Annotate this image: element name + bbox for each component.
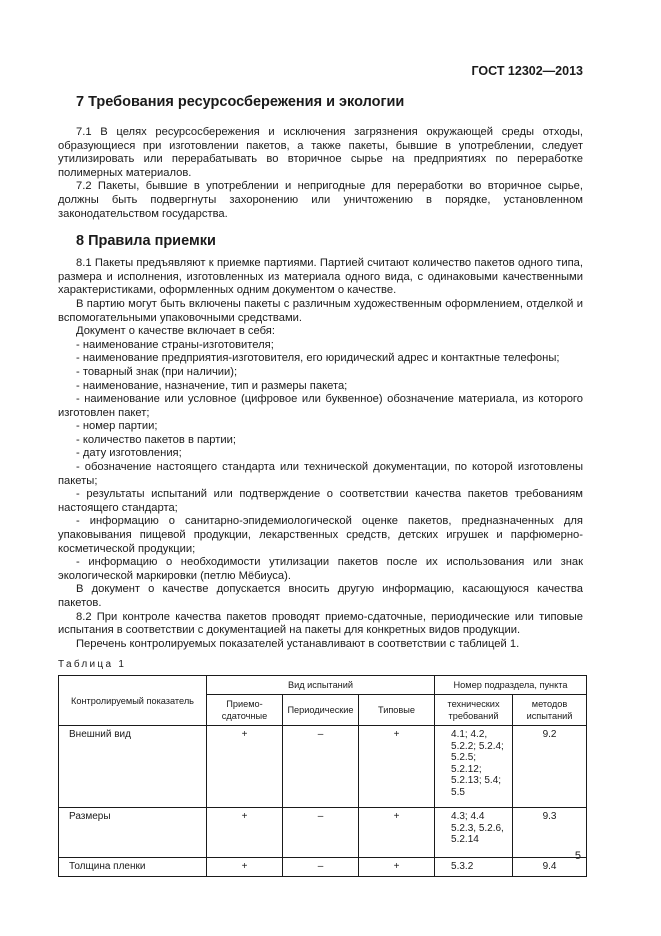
cell-type-tests: + [359, 808, 435, 858]
cell-methods: 9.2 [513, 726, 587, 808]
header-acceptance: Приемо-сдаточные [207, 695, 283, 726]
paragraph: Перечень контролируемых показателей устанавливают в соответствии с таблицей 1. [76, 637, 520, 650]
paragraph: В партию могут быть включены пакеты с различным художественным оформлением, отделкой и вспомогательными упаковочными средствами. [58, 297, 583, 324]
table-caption: Таблица 1 [58, 659, 127, 671]
paragraph: 8.2 При контроле качества пакетов проводят приемо-сдаточные, периодические или типовые испытания в соответствии с документацией на пакеты для конкретных видов продукции. [58, 610, 583, 637]
section-7-title: 7 Требования ресурсосбережения и экологии [76, 94, 405, 110]
list-item: - товарный знак (при наличии); [76, 365, 238, 378]
list-item: - наименование, назначение, тип и размеры пакета; [76, 379, 348, 392]
table-row [59, 858, 587, 877]
cell-param: Толщина пленки [59, 858, 207, 877]
page-number: 5 [574, 850, 581, 862]
list-item: - результаты испытаний или подтверждение о соответствии качества пакетов требованиям настоящего стандарта; [58, 488, 583, 514]
list-item: - дату изготовления; [76, 447, 182, 460]
header-methods: методов испытаний [513, 695, 587, 726]
list-item: - номер партии; [76, 420, 158, 433]
cell-periodic: – [283, 726, 359, 808]
list-item: - информацию о необходимости утилизации пакетов после их использования или знак экологической маркировки (петлю Мёбиуса). [58, 556, 583, 582]
section-8-title: 8 Правила приемки [76, 233, 216, 250]
cell-acceptance: + [207, 726, 283, 808]
cell-acceptance: + [207, 808, 283, 858]
header-type-tests: Типовые [359, 695, 435, 726]
header-tests-group: Вид испытаний [207, 676, 435, 695]
cell-periodic: – [283, 858, 359, 877]
header-param: Контролируемый показатель [59, 676, 207, 726]
list-item: - количество пакетов в партии; [76, 433, 236, 446]
paragraph: 7.2 Пакеты, бывшие в употреблении и непригодные для переработки во вторичное сырье, должны быть подвергнуты захоронению или уничтожению в порядке, установленном законодательством государства. [58, 180, 583, 220]
section-8-body [58, 257, 583, 651]
cell-type-tests: + [359, 726, 435, 808]
control-table [58, 675, 587, 877]
paragraph: 8.1 Пакеты предъявляют к приемке партиями. Партией считают количество пакетов одного типа, размера и исполнения, изготовленных из материала одного вида, с одинаковыми качественными характеристиками, оформленных одним документом о качестве. [58, 257, 583, 297]
list-item: - наименование страны-изготовителя; [76, 338, 274, 351]
paragraph: В документ о качестве допускается вносить другую информацию, касающуюся качества пакетов. [58, 583, 583, 609]
page-content [58, 92, 583, 877]
list-item: - наименование или условное (цифровое или буквенное) обозначение материала, из которого изготовлен пакет; [58, 393, 583, 419]
list-item: - обозначение настоящего стандарта или технической документации, по которой изготовлены пакеты; [58, 461, 583, 487]
table-row [59, 808, 587, 858]
header-requirements: технических требований [435, 695, 513, 726]
cell-requirements: 4.1; 4.2, 5.2.2; 5.2.4; 5.2.5; 5.2.12; 5.2.13; 5.4; 5.5 [435, 726, 513, 808]
cell-requirements: 4.3; 4.4 5.2.3, 5.2.6, 5.2.14 [435, 808, 513, 858]
paragraph: 7.1 В целях ресурсосбережения и исключения загрязнения окружающей среды отходы, образующиеся при изготовлении пакетов, а также пакеты, бывшие в употреблении, следует утилизировать или перерабатывать во вторичное сырье на предприятиях по переработке полимерных материалов. [58, 126, 583, 179]
cell-periodic: – [283, 808, 359, 858]
header-periodic: Периодические [283, 695, 359, 726]
table-row [59, 726, 587, 808]
cell-requirements: 5.3.2 [435, 858, 513, 877]
section-7-body [58, 126, 583, 221]
document-header: ГОСТ 12302—2013 [471, 64, 583, 78]
cell-methods: 9.3 [513, 808, 587, 858]
cell-param: Внешний вид [59, 726, 207, 808]
list-item: - наименование предприятия-изготовителя, его юридический адрес и контактные телефоны; [76, 352, 560, 365]
header-subsection-group: Номер подраздела, пункта [435, 676, 587, 695]
cell-param: Размеры [59, 808, 207, 858]
list-item: - информацию о санитарно-эпидемиологической оценке пакетов, предназначенных для упаковывания пищевой продукции, лекарственных средств, детских игрушек и парфюмерно-косметической продукции; [58, 515, 583, 555]
cell-methods: 9.4 [513, 858, 587, 877]
cell-acceptance: + [207, 858, 283, 877]
cell-type-tests: + [359, 858, 435, 877]
paragraph: Документ о качестве включает в себя: [76, 325, 275, 338]
